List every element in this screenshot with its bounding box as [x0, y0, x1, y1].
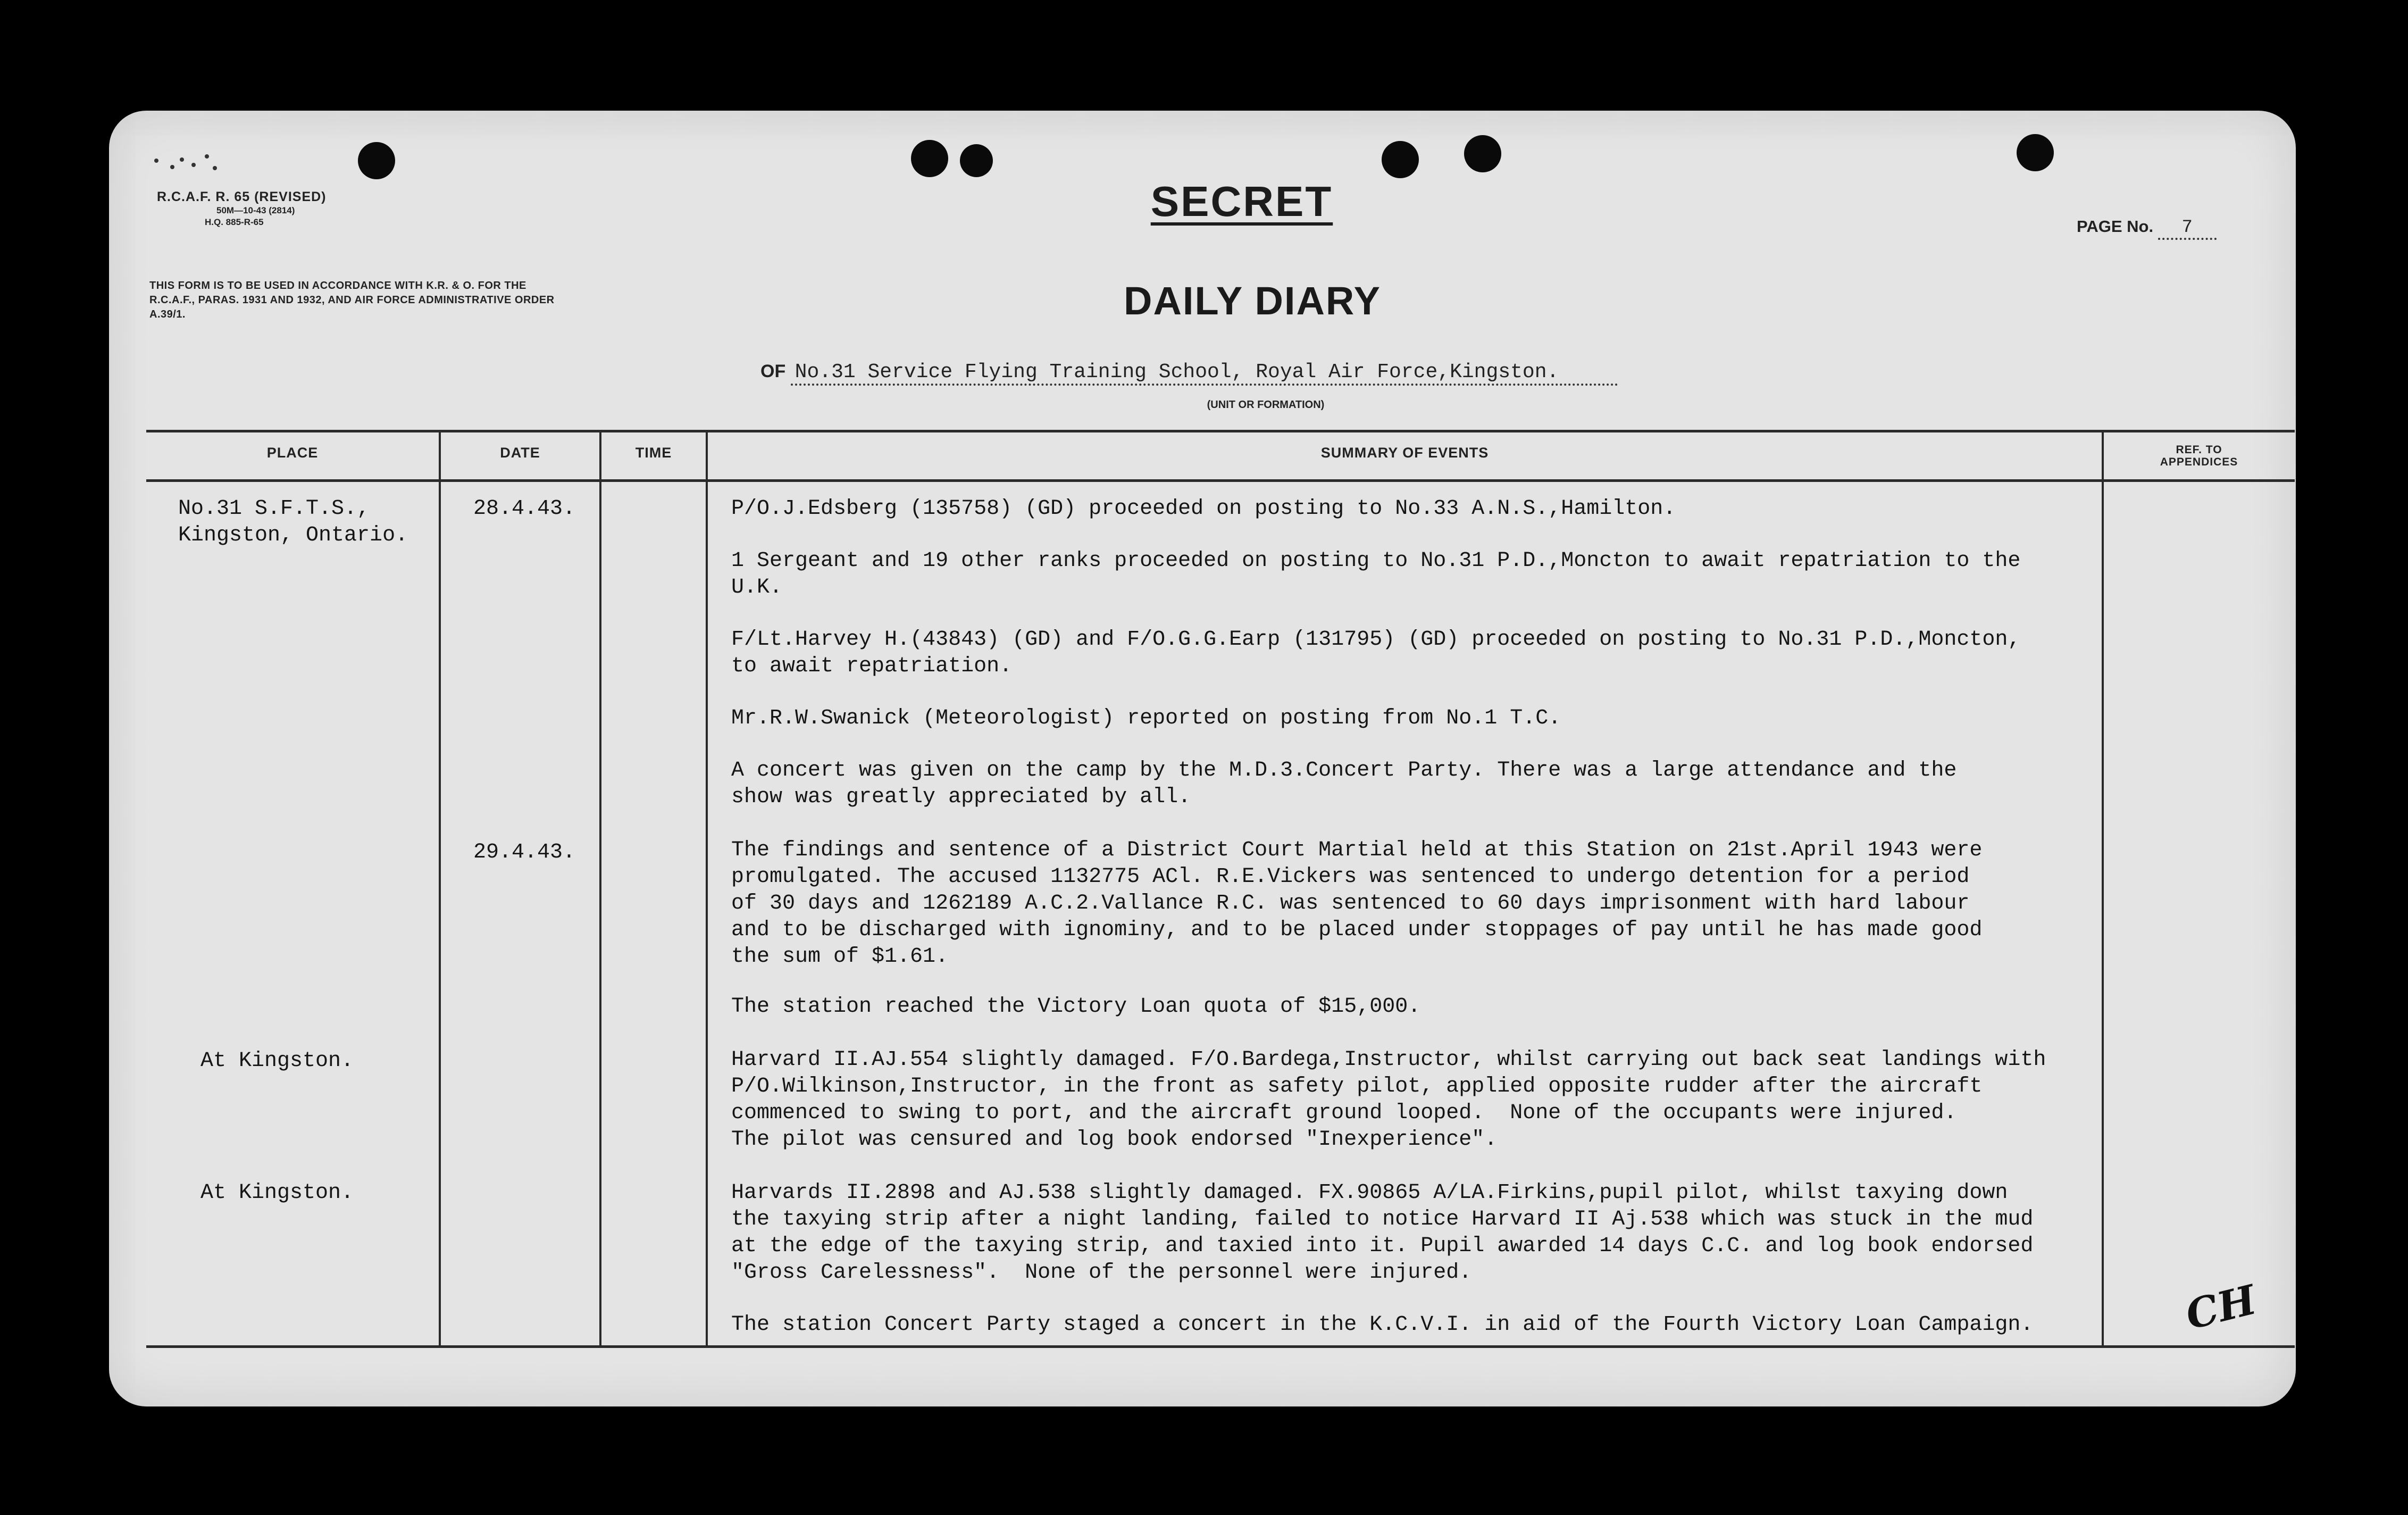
- diary-card: [109, 111, 2296, 1406]
- page-number: [2077, 217, 2217, 240]
- form-number: R.C.A.F. R. 65 (REVISED): [157, 189, 327, 204]
- summary-entry: A concert was given on the camp by the M.D.3.Concert Party. There was a large attendance and the show was greatly appreciated by all.: [731, 759, 1957, 809]
- table-bottom-rule: [146, 1345, 2295, 1348]
- table-header-rule: [146, 479, 2295, 482]
- summary-entry: The findings and sentence of a District Court Martial held at this Station on 21st.April 1943 were promulgated. The accused 1132775 ACl. R.E.Vickers was sentenced to undergo detention for a period of 30 days and 1262189 A.C.2.Vallance R.C. was sentenced to 60 days imprisonment with hard labour and to be discharged with ignominy, and to be placed under stoppages of pay until he has made good the sum of $1.61.: [731, 838, 1983, 969]
- page-title: DAILY DIARY: [1124, 279, 1381, 323]
- column-divider: [706, 430, 708, 1347]
- unit-name: No.31 Service Flying Training School, Royal Air Force,Kingston.: [791, 361, 1618, 386]
- form-notice: THIS FORM IS TO BE USED IN ACCORDANCE WITH K.R. & O. FOR THE R.C.A.F., PARAS. 1931 AND 1932, AND AIR FORCE ADMINISTRATIVE ORDER A.39/1.: [149, 280, 555, 320]
- summary-entry: F/Lt.Harvey H.(43843) (GD) and F/O.G.G.Earp (131795) (GD) proceeded on posting to No.31 P.D.,Moncton, to await repatriation.: [731, 628, 2021, 678]
- column-header-date: DATE: [500, 445, 540, 461]
- column-divider: [599, 430, 601, 1347]
- column-divider: [439, 430, 441, 1347]
- summary-entry: The station reached the Victory Loan quota of $15,000.: [731, 995, 1421, 1019]
- handwritten-initials: CH: [2181, 1276, 2261, 1339]
- page-label: PAGE No.: [2077, 217, 2154, 236]
- form-identifier: [157, 189, 327, 228]
- page-value: 7: [2158, 218, 2217, 240]
- secret-stamp: SECRET: [1150, 178, 1333, 225]
- column-header-place: PLACE: [266, 445, 319, 461]
- punch-hole: [2017, 134, 2054, 171]
- summary-entry: The station Concert Party staged a concert in the K.C.V.I. in aid of the Fourth Victory Loan Campaign.: [731, 1313, 2034, 1337]
- unit-line: [760, 361, 1618, 386]
- place-cell: At Kingston.: [200, 1181, 354, 1205]
- summary-entry: 1 Sergeant and 19 other ranks proceeded on posting to No.31 P.D.,Moncton to await repatriation to the U.K.: [731, 549, 2021, 600]
- form-print-code: 50M—10-43 (2814): [216, 205, 295, 215]
- place-cell: At Kingston.: [200, 1049, 354, 1073]
- column-header-summary: SUMMARY OF EVENTS: [1320, 445, 1489, 461]
- column-header-ref: REF. TO APPENDICES: [2160, 444, 2238, 468]
- date-cell: 28.4.43.: [473, 497, 576, 521]
- of-label: OF: [760, 361, 786, 381]
- punch-hole: [911, 140, 948, 177]
- column-header-time: TIME: [635, 445, 672, 461]
- date-cell: 29.4.43.: [473, 840, 576, 864]
- table-top-rule: [146, 430, 2295, 432]
- punch-hole: [358, 142, 395, 179]
- place-cell: No.31 S.F.T.S., Kingston, Ontario.: [178, 497, 408, 547]
- punch-hole: [1382, 141, 1419, 178]
- summary-entry: P/O.J.Edsberg (135758) (GD) proceeded on posting to No.33 A.N.S.,Hamilton.: [731, 497, 1676, 521]
- form-hq-code: H.Q. 885-R-65: [205, 217, 264, 227]
- summary-entry: Harvards II.2898 and AJ.538 slightly damaged. FX.90865 A/LA.Firkins,pupil pilot, whilst taxying down the taxying strip after a night landing, failed to notice Harvard II Aj.538 which was stuck in the mud at the edge of the taxying strip, and taxied into it. Pupil awarded 14 days C.C. and log book endorsed "Gross Carelessness". None of the personnel were injured.: [731, 1181, 2034, 1285]
- punch-hole: [1464, 135, 1501, 172]
- punch-hole: [960, 144, 993, 177]
- unit-caption: (UNIT OR FORMATION): [1207, 399, 1325, 411]
- specks: [154, 153, 218, 174]
- summary-entry: Harvard II.AJ.554 slightly damaged. F/O.Bardega,Instructor, whilst carrying out back seat landings with P/O.Wilkinson,Instructor, in the front as safety pilot, applied opposite rudder after the aircraft commenced to swing to port, and the aircraft ground looped. None of the occupants were injured. The pilot was censured and log book endorsed "Inexperience".: [731, 1048, 2046, 1152]
- summary-entry: Mr.R.W.Swanick (Meteorologist) reported on posting from No.1 T.C.: [731, 706, 1561, 730]
